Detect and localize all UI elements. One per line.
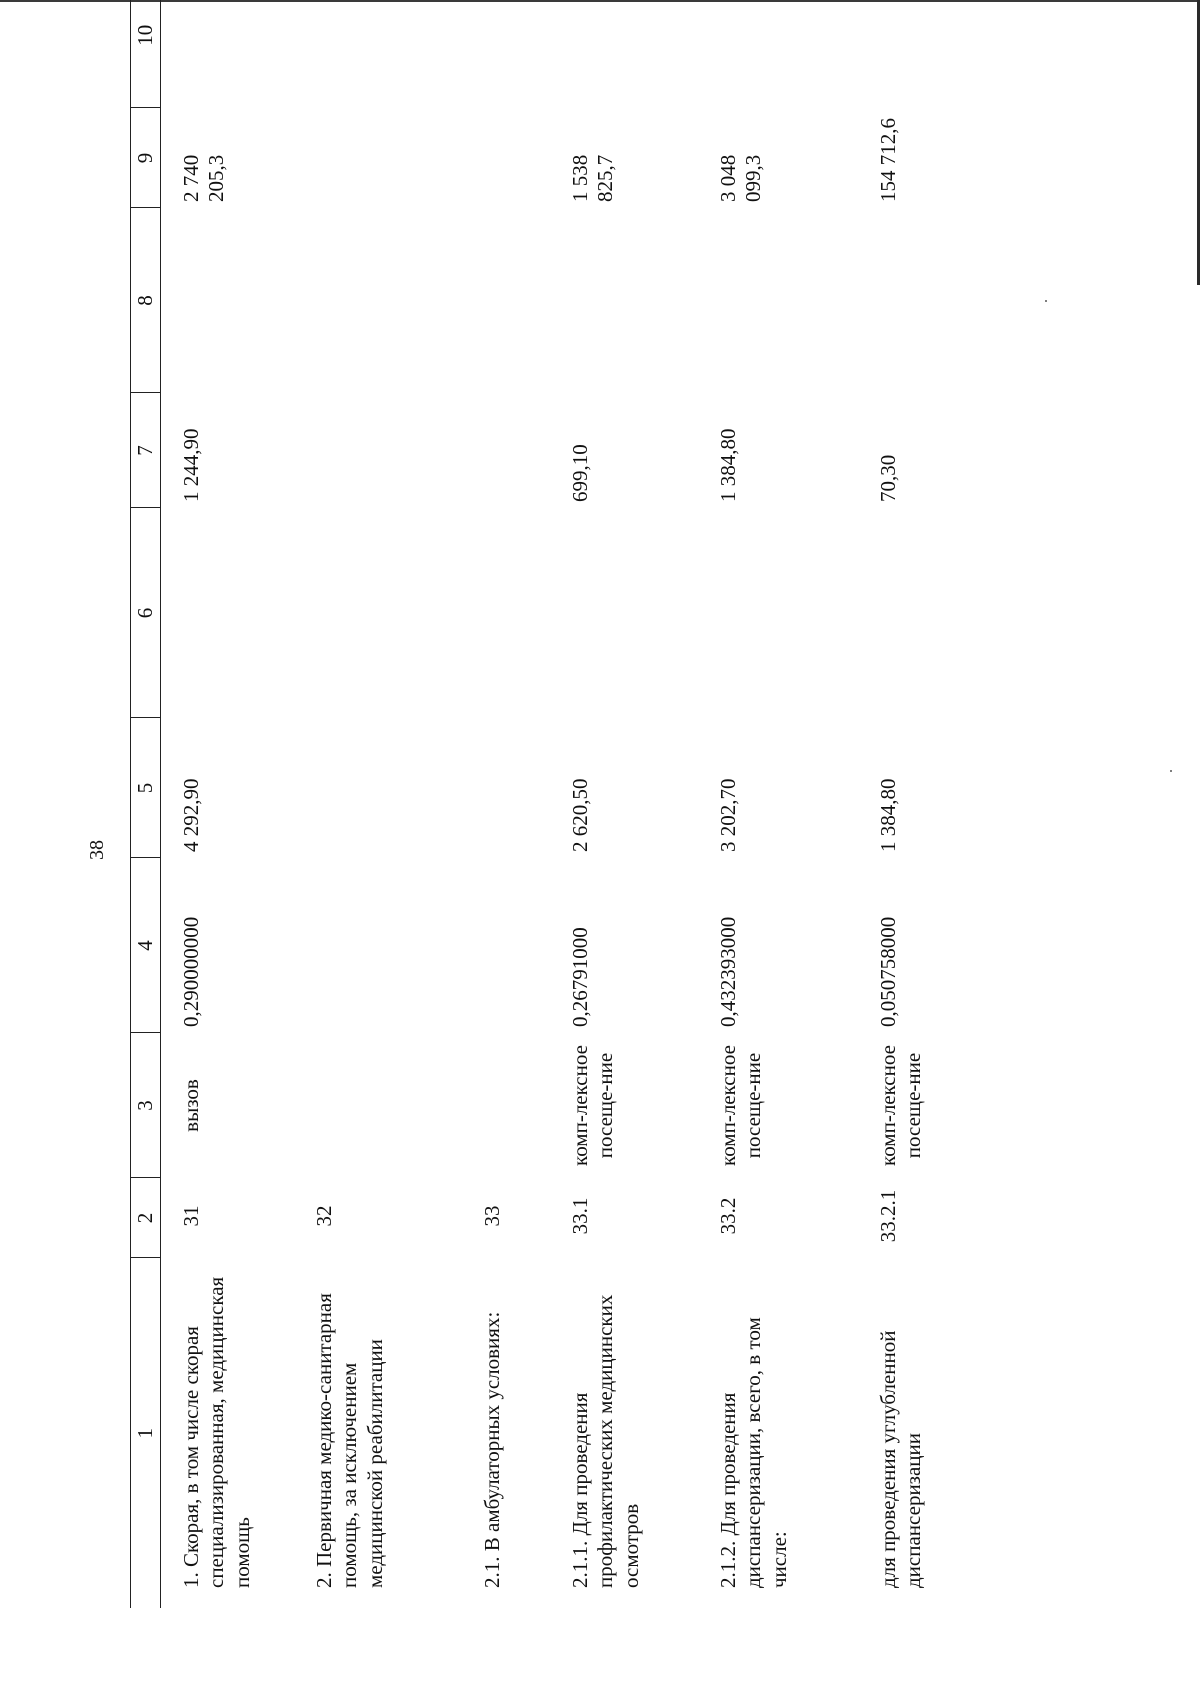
row-unit xyxy=(294,1033,462,1178)
row-col7: 699,10 xyxy=(568,444,593,502)
row-col10 xyxy=(462,0,550,108)
row-col7: 1 384,80 xyxy=(716,428,741,502)
row-col4 xyxy=(462,858,550,1033)
rotated-table-frame xyxy=(130,24,1030,1608)
row-col4: 0,432393000 xyxy=(716,916,741,1027)
row-unit: комп-лексное посеще-ние xyxy=(876,1045,926,1166)
row-col9: 3 048 099,3 xyxy=(716,154,766,202)
header-cell: 8 xyxy=(131,208,161,393)
header-cell: 9 xyxy=(131,108,161,208)
row-col4 xyxy=(294,858,462,1033)
table-row xyxy=(462,0,550,1608)
row-col6 xyxy=(294,508,462,718)
row-col8 xyxy=(550,208,698,393)
row-col10 xyxy=(550,0,698,108)
row-col5: 3 202,70 xyxy=(716,778,741,852)
scan-speck xyxy=(1045,300,1047,302)
row-col5: 2 620,50 xyxy=(568,778,593,852)
row-code: 33.1 xyxy=(568,1197,593,1235)
header-cell: 4 xyxy=(131,858,161,1033)
row-name: для проведения углубленной диспансеризации xyxy=(876,1330,926,1588)
row-name: 2.1.2. Для проведения диспансеризации, всего, в том числе: xyxy=(716,1317,791,1588)
row-col7 xyxy=(294,393,462,508)
row-code: 33.2.1 xyxy=(876,1189,901,1243)
row-col5 xyxy=(462,718,550,858)
row-col6 xyxy=(161,508,295,718)
row-col4: 0,290000000 xyxy=(179,916,204,1027)
row-col5: 1 384,80 xyxy=(876,778,901,852)
row-unit: вызов xyxy=(179,1079,204,1132)
page-number: 38 xyxy=(86,840,108,860)
row-col8 xyxy=(294,208,462,393)
data-table xyxy=(130,0,1006,1608)
row-col8 xyxy=(462,208,550,393)
table-row xyxy=(294,0,462,1608)
row-col9 xyxy=(294,108,462,208)
row-col6 xyxy=(858,508,1006,718)
row-name: 2.1. В амбулаторных условиях: xyxy=(480,1311,505,1588)
row-col6 xyxy=(462,508,550,718)
row-code: 32 xyxy=(312,1205,337,1227)
header-cell: 6 xyxy=(131,508,161,718)
scan-speck xyxy=(1170,770,1172,772)
header-cell: 2 xyxy=(131,1178,161,1258)
table-row xyxy=(698,0,858,1608)
row-col10 xyxy=(161,0,295,108)
header-cell: 3 xyxy=(131,1033,161,1178)
row-name: 1. Скорая, в том числе скорая специализированная, медицинская помощь xyxy=(179,1276,254,1588)
row-col8 xyxy=(698,208,858,393)
header-cell: 10 xyxy=(131,0,161,108)
row-col7: 70,30 xyxy=(876,454,901,502)
header-cell: 7 xyxy=(131,393,161,508)
row-name: 2. Первичная медико-санитарная помощь, за исключением медицинской реабилитации xyxy=(312,1293,387,1588)
header-cell: 1 xyxy=(131,1258,161,1608)
row-code: 33.2 xyxy=(716,1197,741,1235)
table-row xyxy=(550,0,698,1608)
row-col9: 1 538 825,7 xyxy=(568,154,618,202)
row-unit: комп-лексное посеще-ние xyxy=(568,1045,618,1166)
row-col9: 2 740 205,3 xyxy=(179,154,229,202)
row-col10 xyxy=(858,0,1006,108)
row-name: 2.1.1. Для проведения профилактических медицинских осмотров xyxy=(568,1294,643,1588)
row-col6 xyxy=(698,508,858,718)
row-col9 xyxy=(462,108,550,208)
row-col4: 0,050758000 xyxy=(876,916,901,1027)
header-cell: 5 xyxy=(131,718,161,858)
row-code: 31 xyxy=(179,1205,204,1227)
row-col9: 154 712,6 xyxy=(876,118,901,202)
row-col7 xyxy=(462,393,550,508)
table-row xyxy=(858,0,1006,1608)
row-unit xyxy=(462,1033,550,1178)
row-col5: 4 292,90 xyxy=(179,778,204,852)
table-row xyxy=(161,0,295,1608)
row-col10 xyxy=(294,0,462,108)
row-col10 xyxy=(698,0,858,108)
header-row xyxy=(131,0,161,1608)
row-col8 xyxy=(858,208,1006,393)
row-col7: 1 244,90 xyxy=(179,428,204,502)
row-col4: 0,26791000 xyxy=(568,927,593,1027)
row-col6 xyxy=(550,508,698,718)
row-col8 xyxy=(161,208,295,393)
row-col5 xyxy=(294,718,462,858)
row-unit: комп-лексное посеще-ние xyxy=(716,1045,766,1166)
row-code: 33 xyxy=(480,1205,505,1227)
